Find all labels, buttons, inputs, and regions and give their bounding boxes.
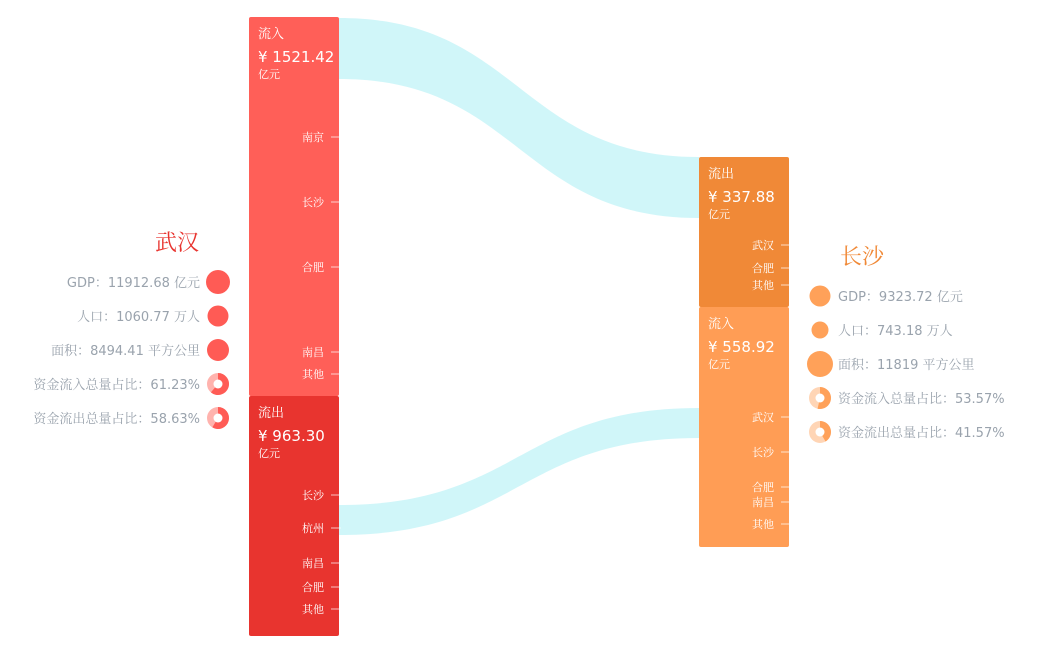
bar-target-label: 长沙 (302, 489, 324, 502)
bar-amount: ¥ 558.92 (708, 338, 775, 356)
bar-target-label: 合肥 (752, 481, 774, 494)
flow-link-changsha-out-to-wuhan-in (339, 18, 699, 218)
stat-label: 资金流出总量占比：58.63% (33, 412, 200, 427)
stat-ring-hole (214, 414, 223, 423)
bar-target-label: 南昌 (302, 557, 324, 570)
stat-label: 资金流入总量占比：61.23% (33, 378, 200, 393)
bar-target-label: 其他 (752, 279, 774, 292)
bar-amount: ¥ 963.30 (258, 427, 325, 445)
stat-label: GDP：11912.68 亿元 (66, 276, 200, 291)
bar-target-label: 杭州 (302, 522, 324, 535)
bar-type-label: 流出 (708, 167, 735, 182)
bar-target-label: 南京 (302, 131, 324, 144)
bar-target-label: 其他 (302, 603, 324, 616)
stat-ring-hole (214, 380, 223, 389)
stat-label: 人口：1060.77 万人 (77, 310, 200, 325)
bar-unit: 亿元 (258, 447, 280, 460)
bar-type-label: 流入 (258, 27, 285, 42)
stat-dot (206, 270, 230, 294)
bar-target-label: 武汉 (752, 239, 774, 252)
bar-amount: ¥ 337.88 (708, 188, 775, 206)
bar-target-label: 其他 (752, 518, 774, 531)
bar-target-label: 合肥 (302, 581, 324, 594)
stat-label: 资金流出总量占比：41.57% (838, 426, 1005, 441)
stat-ring-hole (816, 428, 825, 437)
bar-type-label: 流出 (258, 406, 285, 421)
bar-target-label: 合肥 (302, 261, 324, 274)
bar-amount: ¥ 1521.42 (258, 48, 335, 66)
stat-dot (208, 306, 229, 327)
bar-target-label: 武汉 (752, 411, 774, 424)
bar-target-label: 南昌 (302, 346, 324, 359)
city-title-changsha: 长沙 (839, 245, 885, 270)
stat-dot (807, 351, 833, 377)
stat-dot (207, 339, 229, 361)
bar-target-label: 其他 (302, 368, 324, 381)
stat-ring-hole (816, 394, 825, 403)
bar-type-label: 流入 (708, 317, 735, 332)
bar-unit: 亿元 (708, 208, 730, 221)
stat-label: 面积：8494.41 平方公里 (51, 344, 200, 359)
stat-label: 资金流入总量占比：53.57% (838, 392, 1005, 407)
flow-links (339, 18, 699, 535)
city-title-wuhan: 武汉 (154, 231, 200, 256)
flow-link-wuhan-out-to-changsha-in (339, 408, 699, 535)
stat-label: 人口：743.18 万人 (838, 324, 953, 339)
bar-unit: 亿元 (258, 68, 280, 81)
bar-target-label: 合肥 (752, 262, 774, 275)
stat-dot (810, 286, 831, 307)
bar-target-label: 南昌 (752, 496, 774, 509)
stat-dot (812, 322, 829, 339)
stat-label: 面积：11819 平方公里 (838, 358, 975, 373)
bar-target-label: 长沙 (752, 446, 774, 459)
bar-target-label: 长沙 (302, 196, 324, 209)
bar-unit: 亿元 (708, 358, 730, 371)
stat-label: GDP：9323.72 亿元 (838, 290, 963, 305)
